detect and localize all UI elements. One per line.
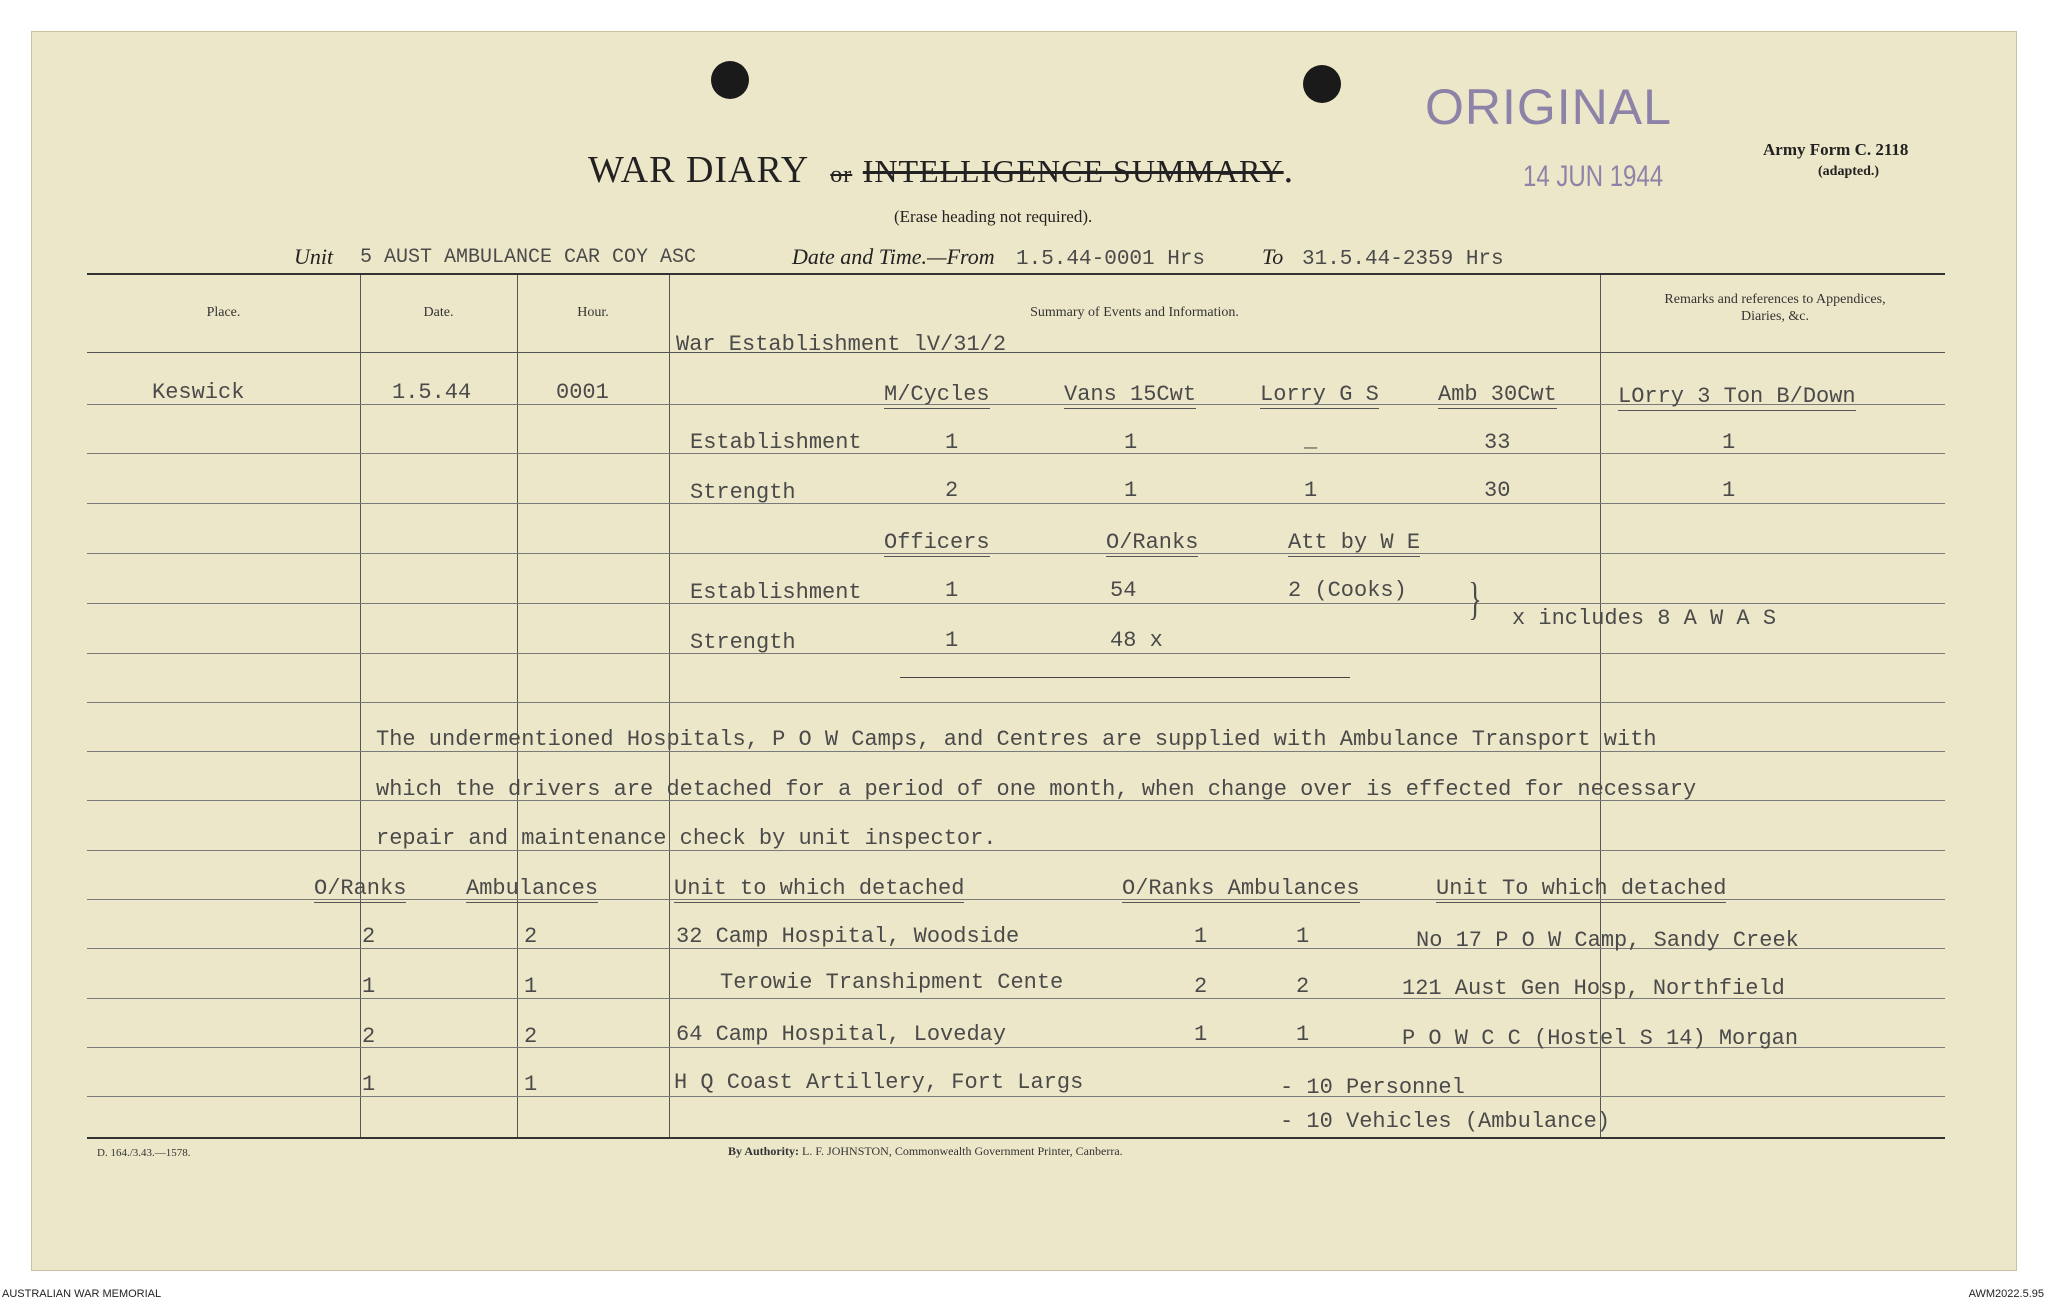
received-date-stamp: 14 JUN 1944 — [1523, 160, 1664, 193]
archive-footer — [0, 1286, 2048, 1306]
col-header-remarks: Remarks and references to Appendices, Diaries, &c. — [1664, 292, 1886, 324]
detach-right-unit: P O W C C (Hostel S 14) Morgan — [1402, 1026, 1799, 1051]
ruled-line — [87, 850, 1945, 851]
form-id: Army Form C. 2118 — [1763, 140, 1909, 159]
vehicle-header: M/Cycles — [884, 382, 990, 407]
vehicle-cell: 1 — [1722, 430, 1736, 455]
personnel-brace: } — [1468, 573, 1482, 624]
title-end: . — [1283, 149, 1295, 191]
vehicle-header: LOrry 3 Ton B/Down — [1618, 384, 1856, 409]
form-adapted: (adapted.) — [1818, 164, 1880, 179]
punch-hole-left — [711, 61, 749, 99]
paragraph-line: repair and maintenance check by unit inspector. — [376, 826, 997, 851]
punch-hole-right — [1303, 65, 1341, 103]
personnel-underline — [900, 677, 1350, 678]
col-header-date: Date. — [423, 305, 454, 320]
detach-header-oranks: O/Ranks — [314, 876, 407, 901]
entry-date: 1.5.44 — [392, 380, 472, 405]
vehicle-cell: 33 — [1484, 430, 1511, 455]
detach-right-unit: No 17 P O W Camp, Sandy Creek — [1416, 928, 1799, 953]
ruled-line — [87, 653, 1945, 654]
detach-right-unit: 121 Aust Gen Hosp, Northfield — [1402, 976, 1785, 1001]
detach-header-amb: Ambulances — [466, 876, 599, 901]
from-value: 1.5.44-0001 Hrs — [1016, 248, 1206, 271]
detach-left-amb: 1 — [524, 1072, 538, 1097]
print-reference: D. 164./3.43.—1578. — [97, 1147, 191, 1159]
entry-hour: 0001 — [556, 380, 609, 405]
vehicle-cell: _ — [1304, 428, 1318, 453]
detach-header-right-oranks-amb: O/Ranks Ambulances — [1122, 876, 1360, 901]
vehicle-cell: 30 — [1484, 478, 1511, 503]
original-stamp: ORIGINAL — [1425, 79, 1672, 135]
title-war-diary: WAR DIARY — [588, 149, 808, 191]
vehicle-row-label: Strength — [690, 480, 796, 505]
vehicle-cell: 2 — [945, 478, 959, 503]
ruled-line — [87, 453, 1945, 454]
vehicle-header: Amb 30Cwt — [1438, 382, 1557, 407]
detach-left-unit: 64 Camp Hospital, Loveday — [676, 1022, 1007, 1047]
table-top-rule — [87, 273, 1945, 275]
vehicle-cell: 1 — [1124, 430, 1138, 455]
personnel-header: Officers — [884, 530, 990, 555]
personnel-row-label: Strength — [690, 630, 796, 655]
vehicle-header: Lorry G S — [1260, 382, 1379, 407]
detach-right-amb: 1 — [1296, 924, 1310, 949]
personnel-header: Att by W E — [1288, 530, 1421, 555]
printer-credit — [728, 1144, 1123, 1159]
paragraph-line: which the drivers are detached for a period of one month, when change over is effected for necessary — [376, 777, 1697, 802]
vehicle-cell: 1 — [1124, 478, 1138, 503]
detach-left-unit: H Q Coast Artillery, Fort Largs — [674, 1070, 1084, 1095]
ruled-line — [87, 603, 1945, 604]
detach-left-amb: 2 — [524, 924, 538, 949]
detach-left-oranks: 1 — [362, 974, 376, 999]
detach-left-amb: 1 — [524, 974, 538, 999]
total-personnel: - 10 Personnel — [1280, 1075, 1465, 1100]
total-vehicles: - 10 Vehicles (Ambulance) — [1280, 1109, 1611, 1134]
col-header-hour: Hour. — [577, 305, 609, 320]
detach-right-amb: 2 — [1296, 974, 1310, 999]
table-header-rule — [87, 352, 1945, 353]
col-header-summary: Summary of Events and Information. — [1030, 305, 1239, 320]
personnel-cell: 1 — [945, 628, 959, 653]
printer-label: By Authority: — [728, 1144, 800, 1158]
personnel-row-label: Establishment — [690, 580, 862, 605]
personnel-cell: 48 x — [1110, 628, 1163, 653]
entry-place: Keswick — [152, 380, 245, 405]
ruled-line — [87, 503, 1945, 504]
ruled-line — [87, 553, 1945, 554]
detach-right-oranks: 1 — [1194, 924, 1208, 949]
printer-name: L. F. JOHNSTON, Commonwealth Government Printer, Canberra. — [802, 1144, 1123, 1158]
form-title — [588, 148, 1294, 192]
erase-note: (Erase heading not required). — [894, 207, 1093, 226]
personnel-note: x includes 8 A W A S — [1512, 606, 1777, 631]
detach-right-oranks: 1 — [1194, 1022, 1208, 1047]
to-value: 31.5.44-2359 Hrs — [1302, 248, 1504, 271]
war-establishment: War Establishment lV/31/2 — [676, 332, 1007, 357]
detach-right-amb: 1 — [1296, 1022, 1310, 1047]
table-bottom-rule — [87, 1137, 1945, 1139]
vehicle-cell: 1 — [1304, 478, 1318, 503]
unit-value: 5 AUST AMBULANCE CAR COY ASC — [360, 246, 697, 269]
title-struck: INTELLIGENCE SUMMARY — [862, 153, 1284, 189]
detach-left-unit: 32 Camp Hospital, Woodside — [676, 924, 1020, 949]
personnel-cell: 2 (Cooks) — [1288, 578, 1407, 603]
title-or: or — [830, 162, 853, 188]
detach-header-right-unit: Unit To which detached — [1436, 876, 1727, 901]
detach-header-unit: Unit to which detached — [674, 876, 965, 901]
detach-left-amb: 2 — [524, 1024, 538, 1049]
detach-left-oranks: 2 — [362, 924, 376, 949]
ruled-line — [87, 702, 1945, 703]
unit-label: Unit — [294, 244, 334, 269]
personnel-header: O/Ranks — [1106, 530, 1199, 555]
detach-right-oranks: 2 — [1194, 974, 1208, 999]
datetime-label: Date and Time.—From — [792, 244, 995, 269]
vehicle-cell: 1 — [945, 430, 959, 455]
vehicle-cell: 1 — [1722, 478, 1736, 503]
footer-institution: AUSTRALIAN WAR MEMORIAL — [2, 1288, 162, 1300]
detach-left-unit: Terowie Transhipment Cente — [720, 970, 1064, 995]
detach-left-oranks: 2 — [362, 1024, 376, 1049]
detach-left-oranks: 1 — [362, 1072, 376, 1097]
vehicle-header: Vans 15Cwt — [1064, 382, 1197, 407]
vehicle-row-label: Establishment — [690, 430, 862, 455]
footer-item-id: AWM2022.5.95 — [1968, 1288, 2044, 1300]
to-label: To — [1262, 244, 1284, 269]
personnel-cell: 1 — [945, 578, 959, 603]
personnel-cell: 54 — [1110, 578, 1137, 603]
col-header-place: Place. — [206, 305, 241, 320]
paragraph-line: The undermentioned Hospitals, P O W Camps, and Centres are supplied with Ambulance Transport with — [376, 727, 1657, 752]
